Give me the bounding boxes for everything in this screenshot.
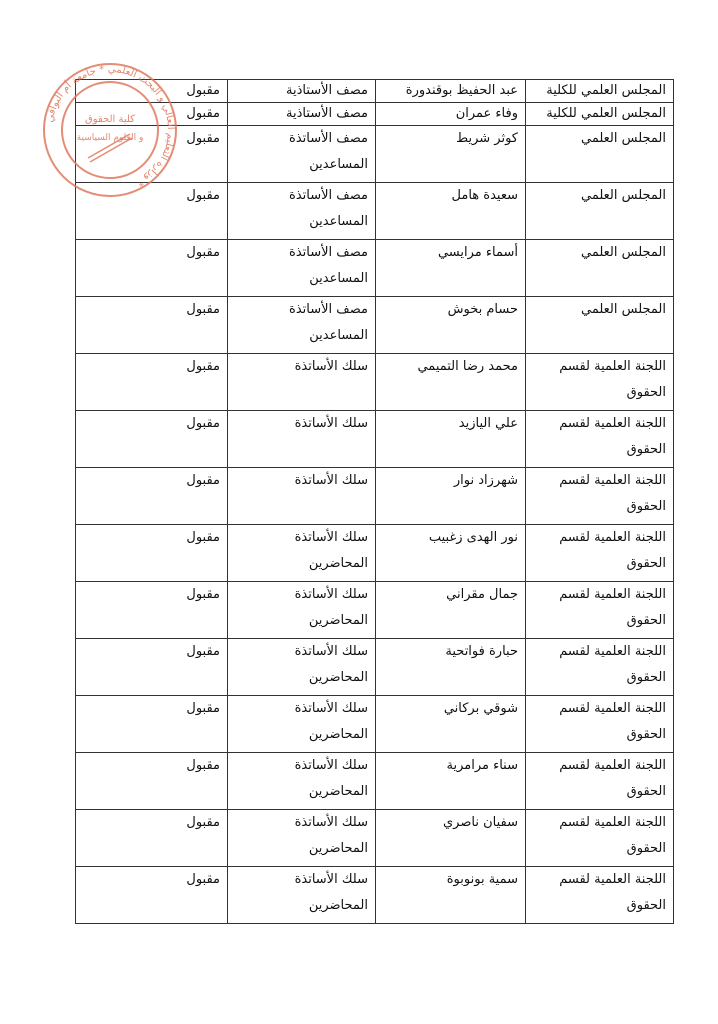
status-cell: مقبول	[76, 525, 228, 582]
table-row	[76, 240, 674, 297]
table-row	[76, 696, 674, 753]
table-row	[76, 810, 674, 867]
members-table	[75, 79, 674, 924]
council-cell: المجلس العلمي	[526, 126, 674, 183]
rank-cell: سلك الأساتذة المحاضرين	[228, 639, 376, 696]
name-cell: شوقي بركاني	[376, 696, 526, 753]
council-cell: اللجنة العلمية لقسم الحقوق	[526, 639, 674, 696]
name-cell: محمد رضا التميمي	[376, 354, 526, 411]
rank-cell: سلك الأساتذة المحاضرين	[228, 525, 376, 582]
rank-cell: سلك الأساتذة المحاضرين	[228, 582, 376, 639]
council-cell: المجلس العلمي	[526, 297, 674, 354]
rank-cell: مصف الأستاذية	[228, 80, 376, 103]
council-cell: اللجنة العلمية لقسم الحقوق	[526, 867, 674, 924]
rank-cell: سلك الأساتذة المحاضرين	[228, 867, 376, 924]
status-cell: مقبول	[76, 753, 228, 810]
status-cell: مقبول	[76, 639, 228, 696]
rank-cell: مصف الأساتذة المساعدين	[228, 126, 376, 183]
council-cell: اللجنة العلمية لقسم الحقوق	[526, 468, 674, 525]
council-cell: اللجنة العلمية لقسم الحقوق	[526, 696, 674, 753]
table-row	[76, 582, 674, 639]
name-cell: حبارة فواتحية	[376, 639, 526, 696]
rank-cell: سلك الأساتذة المحاضرين	[228, 696, 376, 753]
rank-cell: سلك الأساتذة	[228, 354, 376, 411]
status-cell: مقبول	[76, 867, 228, 924]
name-cell: عبد الحفيظ بوقندورة	[376, 80, 526, 103]
table-row	[76, 297, 674, 354]
council-cell: اللجنة العلمية لقسم الحقوق	[526, 354, 674, 411]
council-cell: المجلس العلمي	[526, 183, 674, 240]
council-cell: اللجنة العلمية لقسم الحقوق	[526, 810, 674, 867]
table-row	[76, 639, 674, 696]
council-cell: اللجنة العلمية لقسم الحقوق	[526, 411, 674, 468]
name-cell: سمية بونوبوة	[376, 867, 526, 924]
rank-cell: مصف الأساتذة المساعدين	[228, 297, 376, 354]
table-row	[76, 354, 674, 411]
status-cell: مقبول	[76, 103, 228, 126]
status-cell: مقبول	[76, 240, 228, 297]
status-cell: مقبول	[76, 468, 228, 525]
rank-cell: سلك الأساتذة المحاضرين	[228, 810, 376, 867]
stamp-inner-line-2: و العلوم السياسية	[76, 133, 144, 143]
rank-cell: سلك الأساتذة	[228, 411, 376, 468]
name-cell: وفاء عمران	[376, 103, 526, 126]
status-cell: مقبول	[76, 810, 228, 867]
council-cell: المجلس العلمي للكلية	[526, 103, 674, 126]
status-cell: مقبول	[76, 126, 228, 183]
name-cell: شهرزاد نوار	[376, 468, 526, 525]
status-cell: مقبول	[76, 696, 228, 753]
rank-cell: سلك الأساتذة المحاضرين	[228, 753, 376, 810]
council-cell: اللجنة العلمية لقسم الحقوق	[526, 753, 674, 810]
name-cell: سفيان ناصري	[376, 810, 526, 867]
council-cell: المجلس العلمي	[526, 240, 674, 297]
rank-cell: مصف الأستاذية	[228, 103, 376, 126]
name-cell: جمال مقراني	[376, 582, 526, 639]
faculty-stamp	[40, 60, 180, 200]
name-cell: سعيدة هامل	[376, 183, 526, 240]
stamp-inner-line-1: كلية الحقوق	[85, 114, 135, 125]
name-cell: نور الهدى زغبيب	[376, 525, 526, 582]
status-cell: مقبول	[76, 80, 228, 103]
status-cell: مقبول	[76, 354, 228, 411]
status-cell: مقبول	[76, 411, 228, 468]
council-cell: المجلس العلمي للكلية	[526, 80, 674, 103]
council-cell: اللجنة العلمية لقسم الحقوق	[526, 525, 674, 582]
table-row	[76, 867, 674, 924]
name-cell: سناء مرامرية	[376, 753, 526, 810]
name-cell: أسماء مرايسي	[376, 240, 526, 297]
status-cell: مقبول	[76, 582, 228, 639]
status-cell: مقبول	[76, 183, 228, 240]
table-row	[76, 411, 674, 468]
table-row	[76, 753, 674, 810]
council-cell: اللجنة العلمية لقسم الحقوق	[526, 582, 674, 639]
name-cell: علي اليازيد	[376, 411, 526, 468]
rank-cell: سلك الأساتذة	[228, 468, 376, 525]
status-cell: مقبول	[76, 297, 228, 354]
name-cell: كوثر شريط	[376, 126, 526, 183]
table-row	[76, 468, 674, 525]
table-row	[76, 525, 674, 582]
rank-cell: مصف الأساتذة المساعدين	[228, 240, 376, 297]
rank-cell: مصف الأساتذة المساعدين	[228, 183, 376, 240]
name-cell: حسام بخوش	[376, 297, 526, 354]
stamp-outer-text: وزارة التعليم العالي و البحث العلمي * جامعة أم البواقي *	[44, 63, 177, 189]
